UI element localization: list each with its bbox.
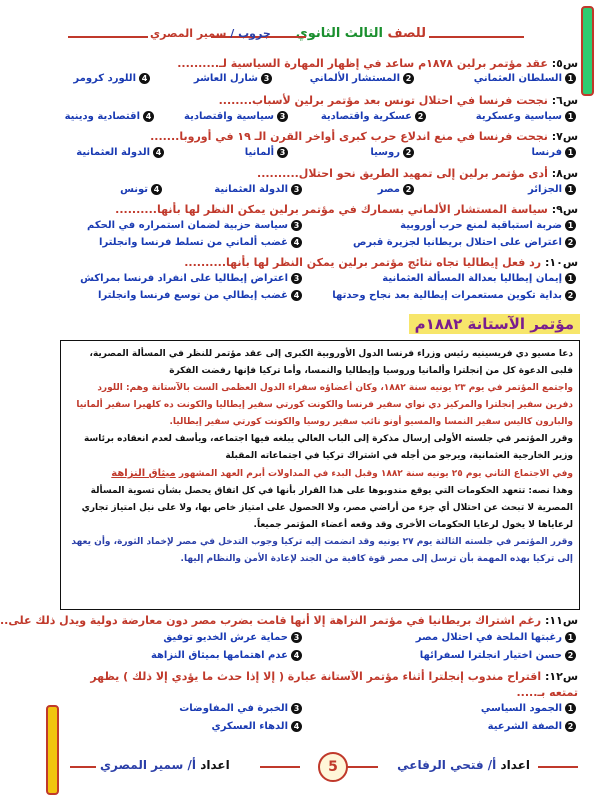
option[interactable]: 3 الدولة العثمانية [214,184,302,195]
option[interactable]: 2 اعتراض على احتلال بريطانيا لجزيرة قبرص [353,237,576,248]
option[interactable]: 1 السلطان العثماني [474,73,576,84]
passage-paragraph: وقرر المؤتمر في جلسته الأولى إرسال مذكرة إلى الباب العالي يبلغه فيها اجتماعه، ويأسف لعدم انعقاده برئاسة وزير الخارجية العثمانية، ويرجو من أجله في اشتراك تركيا في اجتماعاته المقبلة [83,434,573,461]
page-number: 5 [318,752,348,782]
option[interactable]: 2 الصفة الشرعية [488,721,576,732]
option[interactable]: 2 عسكرية واقتصادية [321,111,426,122]
author-credit: اعداد أ/ سمير المصري [100,758,230,772]
decorative-side-bar [46,705,59,795]
reading-passage [60,340,580,610]
option[interactable]: 3 الخبرة في المفاوضات [179,703,302,714]
passage-paragraph: واجتمع المؤتمر في يوم ٢٣ يونيه سنة ١٨٨٢، وكان أعضاؤه سفراء الدول العظمى الست بالآستانة وهم: اللورد دفرين سفير إنجلترا والمركيز دي نواي سفير فرنسا والكونت كورتي سفير إيطاليا والكونت ده كلهيرا سفير ألمانيا والبارون كاليس سفير النمسا والمسيو أونو نائب سفير روسيا والكونت كورتي سفير إيطاليا. [76,383,573,427]
grade-label: للصف الثالث الثانوي [295,26,426,41]
passage-paragraph: وفي الاجتماع الثاني يوم ٢٥ يونيه سنة ١٨٨٢ وقبل البدء في المداولات أبرم العهد المشهور ميثاق النزاهة [111,468,573,479]
question-11: س١١: رغم اشتراك بريطانيا في مؤتمر النزاهة إلا أنها قامت بضرب مصر دون معارضة دولية ويدل ذلك على.. [0,614,578,627]
option[interactable]: 4 تونس [120,184,162,195]
option[interactable]: 3 حماية عرش الخديو توفيق [163,632,302,643]
option[interactable]: 3 سياسة حزبية لضمان استمراره في الحكم [87,220,302,231]
question-6: س٦: نجحت فرنسا في احتلال تونس بعد مؤتمر برلين لأسباب........ [218,94,578,107]
page-header [68,26,566,48]
option[interactable]: 4 عدم اهتمامها بميثاق النزاهة [151,650,302,661]
option[interactable]: 4 الدهاء العسكري [212,721,302,732]
passage-paragraph: دعا مسيو دي فريسينيه رئيس وزراء فرنسا الدول الأوروبية الكبرى إلى عقد مؤتمر للنظر في المسألة المصرية، فلبى الدعوة كل من إنجلترا وألمانيا وروسيا وإيطاليا والنمسا، وأما تركيا فإنها رفضت الفكرة [89,349,573,376]
option[interactable]: 2 حسن اختيار انجلترا لسفرائها [420,650,576,661]
option[interactable]: 1 سياسية وعسكرية [476,111,576,122]
question-7: س٧: نجحت فرنسا في منع اندلاع حرب كبرى أواخر القرن الـ ١٩ في أوروبا....... [150,130,578,143]
pact-name: ميثاق النزاهة [111,468,176,479]
option[interactable]: 1 الجمود السياسي [481,703,576,714]
page-footer [70,752,578,782]
passage-paragraph: وقرر المؤتمر في جلسته الثالثة يوم ٢٧ يونيه وقد انضمت إليه تركيا وجوب التدخل في مصر لإخماد الثورة، وأن يعهد إلى تركيا بهذه المهمة بأن ترسل إلى مصر قوة كافية من الجند لإعادة الأمن والنظام إليها. [71,537,573,564]
teacher-group: جروب / سمير المصري [150,27,271,40]
option[interactable]: 3 سياسية واقتصادية [184,111,288,122]
option[interactable]: 4 غضب ألماني من تسلط فرنسا وانجلترا [99,237,302,248]
question-8: س٨: أدى مؤتمر برلين إلى تمهيد الطريق نحو احتلال.......... [257,167,578,180]
option[interactable]: 4 اقتصادية ودينية [65,111,154,122]
question-10: س١٠: رد فعل إيطاليا تجاه نتائج مؤتمر برلين يمكن النظر لها بأنها.......... [184,256,578,269]
option[interactable]: 3 اعتراض إيطاليا على انفراد فرنسا بمراكش [80,273,302,284]
option[interactable]: 2 روسيا [370,147,414,158]
option[interactable]: 3 ألمانيا [245,147,288,158]
question-9: س٩: سياسة المستشار الألماني بسمارك في مؤتمر برلين يمكن النظر لها بأنها.......... [115,203,578,216]
option[interactable]: 1 الجزائر [528,184,576,195]
option[interactable]: 1 فرنسا [532,147,576,158]
decorative-side-bar [581,6,594,96]
option[interactable]: 1 رغبتها الملحة في احتلال مصر [416,632,576,643]
option[interactable]: 1 إيمان إيطاليا بعدالة المسألة العثمانية [382,273,576,284]
option[interactable]: 4 الدولة العثمانية [76,147,164,158]
option[interactable]: 4 غضب إيطالي من توسع فرنسا وانجلترا [98,290,302,301]
option[interactable]: 1 ضربة استباقية لمنع حرب أوروبية [400,220,576,231]
option[interactable]: 2 مصر [378,184,414,195]
section-title: مؤتمر الآستانة ١٨٨٢م [409,314,580,334]
question-12: س١٢: اقتراح مندوب إنجلترا أثناء مؤتمر الآستانة عبارة ( إلا إذا حدث ما يؤدي إلا ذلك ) يظهر تمتعه بـ..... [90,670,578,699]
option[interactable]: 4 اللورد كرومر [73,73,150,84]
question-5: س٥: عقد مؤتمر برلين ١٨٧٨م ساعد في إظهار المهارة السياسية لـ.......... [177,57,578,70]
option[interactable]: 2 بداية تكوين مستعمرات إيطالية بعد نجاح وحدتها [332,290,576,301]
passage-paragraph: وهذا نصه: تتعهد الحكومات التي يوقع مندوبوها على هذا القرار بأنها في كل اتفاق يحصل بشأن تسوية المسألة المصرية لا تبحث عن احتلال أي جزء من أراضي مصر، ولا الحصول على امتياز خاص بها، ولا على نيل امتياز تجاري لرعاياها لا يخول لرعايا الحكومات الأخرى وقد وقعه أعضاء المؤتمر جميعاً. [81,486,573,530]
option[interactable]: 2 المستشار الألماني [310,73,414,84]
author-credit: اعداد أ/ فتحي الرفاعي [397,758,530,772]
option[interactable]: 3 شارل العاشر [194,73,272,84]
